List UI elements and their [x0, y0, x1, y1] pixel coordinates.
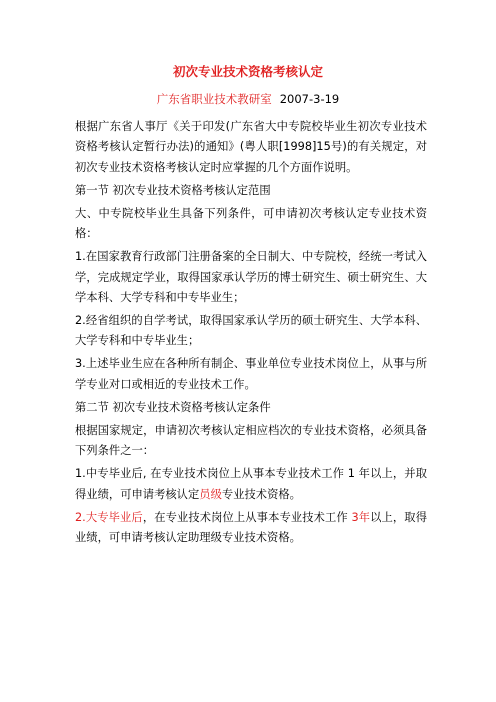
condition-1	[75, 464, 427, 505]
publisher-name: 广东省职业技术教研室	[156, 92, 272, 106]
condition-2-highlight-a: 2.大专毕业后	[75, 510, 143, 524]
condition-2-text-a: ，在专业技术岗位上从事本专业技术工作	[142, 510, 352, 524]
condition-2-text-b: 以上，取得业绩，可申请考核认定助理级专业技术资格。	[75, 510, 427, 545]
condition-2	[75, 508, 427, 549]
list-item-3: 3.上述毕业生应在各种所有制企、事业单位专业技术岗位上，从事与所学专业对口或相近的专业技术工作。	[75, 357, 427, 391]
publish-date: 2007-3-19	[279, 92, 340, 106]
condition-1-text-b: 专业技术资格。	[221, 487, 301, 501]
intro-paragraph: 根据广东省人事厅《关于印发(广东省大中专院校毕业生初次专业技术资格考核认定暂行办法)的通知》(粤人职[1998]15号)的有关规定，对初次专业技术资格考核认定时应掌握的几个方面作说明。	[75, 120, 427, 174]
document-byline	[0, 91, 496, 107]
section-2-heading: 第二节 初次专业技术资格考核认定条件	[75, 400, 271, 414]
section-1-text: 大、中专院校毕业生具备下列条件，可申请初次考核认定专业技术资格：	[75, 206, 427, 241]
section-1-heading: 第一节 初次专业技术资格考核认定范围	[75, 183, 271, 197]
document-body	[75, 117, 427, 551]
condition-1-highlight: 员级	[199, 487, 222, 501]
list-item-2: 2.经省组织的自学考试，取得国家承认学历的硕士研究生、大学本科、大学专科和中专毕业生；	[75, 314, 427, 348]
condition-2-highlight-b: 3年	[351, 510, 371, 524]
condition-1-text-a: 1.中专毕业后, 在专业技术岗位上从事本专业技术工作 1 年以上，并取得业绩，可申请考核认定	[75, 467, 427, 501]
list-item-1: 1.在国家教育行政部门注册备案的全日制大、中专院校，经统一考试入学，完成规定学业，取得国家承认学历的博士研究生、硕士研究生、大学本科、大学专科和中专毕业生；	[75, 250, 427, 305]
section-2-text: 根据国家规定，申请初次考核认定相应档次的专业技术资格，必须具备下列条件之一：	[75, 423, 427, 458]
document-title: 初次专业技术资格考核认定	[172, 64, 323, 79]
